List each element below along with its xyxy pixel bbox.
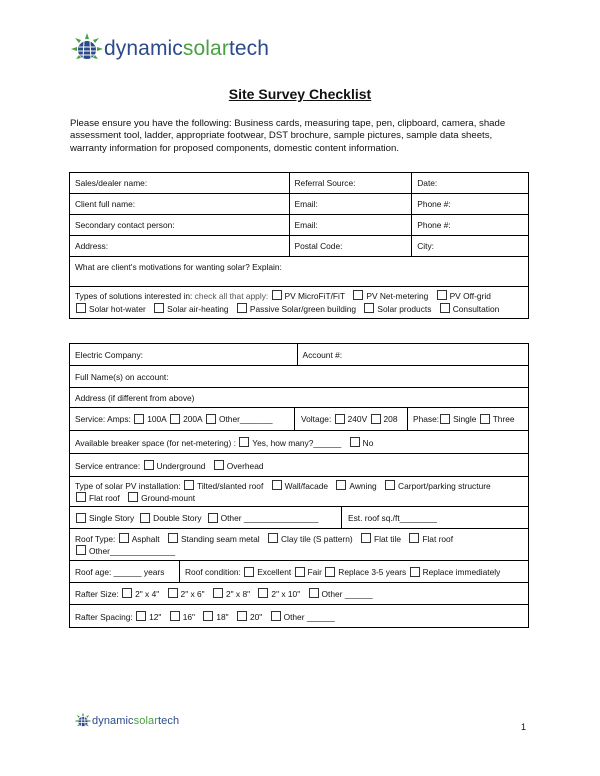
checkbox[interactable] [437,290,447,300]
checkbox[interactable] [170,414,180,424]
rafter-spacing-row: Rafter Spacing: 12" 16" 18" 20" Other ______ [70,605,529,628]
checkbox[interactable] [336,480,346,490]
secondary-contact-field[interactable]: Secondary contact person: [70,215,290,236]
phase-cell: Phase: Single Three [413,414,515,424]
checkbox[interactable] [440,303,450,313]
checkbox[interactable] [203,611,213,621]
roof-type-row: Roof Type: Asphalt Standing seam metal Clay tile (S pattern) Flat tile Flat roof Other______________ [70,529,529,561]
checkbox[interactable] [214,460,224,470]
checkbox[interactable] [168,533,178,543]
checkbox[interactable] [119,533,129,543]
checkbox[interactable] [128,492,138,502]
account-names-field[interactable]: Full Name(s) on account: [70,366,529,388]
checkbox[interactable] [136,611,146,621]
sun-panel-logo-icon [70,32,104,66]
checkbox[interactable] [76,513,86,523]
motivation-field[interactable]: What are client's motivations for wanting solar? Explain: [70,257,529,287]
checkbox[interactable] [122,588,132,598]
checkbox[interactable] [353,290,363,300]
electric-company-field[interactable]: Electric Company: [70,344,298,366]
roof-age-field[interactable]: Roof age: ______ years [70,561,180,582]
sales-dealer-field[interactable]: Sales/dealer name: [70,173,290,194]
checkbox[interactable] [325,567,335,577]
page-number: 1 [521,722,527,732]
checkbox[interactable] [244,567,254,577]
city-field[interactable]: City: [412,236,529,257]
checkbox[interactable] [409,533,419,543]
rafter-size-row: Rafter Size: 2" x 4" 2" x 6" 2" x 8" 2" x 10" Other ______ [70,583,529,605]
checkbox[interactable] [271,611,281,621]
roof-age-row [70,561,529,583]
checkbox[interactable] [134,414,144,424]
secondary-phone-field[interactable]: Phone #: [412,215,529,236]
postal-code-field[interactable]: Postal Code: [289,236,412,257]
checkbox[interactable] [213,588,223,598]
checkbox[interactable] [361,533,371,543]
checkbox[interactable] [76,545,86,555]
client-info-table [69,172,529,319]
brand-name: dynamicsolartech [92,715,180,727]
checkbox[interactable] [239,437,249,447]
secondary-email-field[interactable]: Email: [289,215,412,236]
checkbox[interactable] [480,414,490,424]
checkbox[interactable] [258,588,268,598]
installation-type-row: Type of solar PV installation: Tilted/slanted roof Wall/facade Awning Carport/parking structure Flat roof Ground-mount [70,477,529,507]
checkbox[interactable] [272,290,282,300]
checkbox[interactable] [385,480,395,490]
checkbox[interactable] [410,567,420,577]
sun-panel-logo-icon [74,712,92,730]
address-field[interactable]: Address: [70,236,290,257]
checkbox[interactable] [154,303,164,313]
checkbox[interactable] [140,513,150,523]
service-row [70,408,529,431]
story-row [70,507,529,529]
checkbox[interactable] [168,588,178,598]
alt-address-field[interactable]: Address (if different from above) [70,388,529,408]
referral-source-field[interactable]: Referral Source: [289,173,412,194]
voltage-cell: Voltage: 240V 208 [295,408,408,430]
checkbox[interactable] [170,611,180,621]
client-name-field[interactable]: Client full name: [70,194,290,215]
intro-text: Please ensure you have the following: Business cards, measuring tape, pen, clipboard, camera, shade assessment tool, ladder, appropriate footwear, DST brochure, sample pictures, sample data sheets, warranty information for proposed components, domestic content information. [70,118,506,154]
checkbox[interactable] [237,611,247,621]
checkbox[interactable] [268,533,278,543]
roof-condition-cell: Roof condition: Excellent Fair Replace 3-5 years Replace immediately [185,566,501,577]
checkbox[interactable] [295,567,305,577]
account-number-field[interactable]: Account #: [297,344,528,366]
checkbox[interactable] [272,480,282,490]
checkbox[interactable] [364,303,374,313]
checkbox[interactable] [208,513,218,523]
client-phone-field[interactable]: Phone #: [412,194,529,215]
company-logo [70,32,269,66]
checkbox[interactable] [76,492,86,502]
checkbox[interactable] [309,588,319,598]
page-title: Site Survey Checklist [228,86,372,102]
checkbox[interactable] [440,414,450,424]
breaker-row: Available breaker space (for net-metering) : Yes, how many?______ No [70,431,529,454]
checkbox[interactable] [371,414,381,424]
solutions-row: Types of solutions interested in: check all that apply: PV MicroFiT/FiT PV Net-metering PV Off-grid Solar hot-water Solar air-heating Passive Solar/green building Solar products Consultation [70,287,529,319]
checkbox[interactable] [335,414,345,424]
site-info-table [69,343,529,628]
checkbox[interactable] [184,480,194,490]
client-email-field[interactable]: Email: [289,194,412,215]
service-entrance-row: Service entrance: Underground Overhead [70,454,529,477]
checkbox[interactable] [237,303,247,313]
service-amps-cell: Service: Amps: 100A 200A Other_______ [70,408,295,430]
footer-logo [74,712,179,730]
checkbox[interactable] [206,414,216,424]
checkbox[interactable] [144,460,154,470]
story-cell: Single Story Double Story Other ________________ [70,507,342,528]
date-field[interactable]: Date: [412,173,529,194]
checkbox[interactable] [76,303,86,313]
brand-name: dynamicsolartech [104,37,270,60]
est-roof-area-field[interactable]: Est. roof sq./ft________ [348,512,437,523]
checkbox[interactable] [350,437,360,447]
